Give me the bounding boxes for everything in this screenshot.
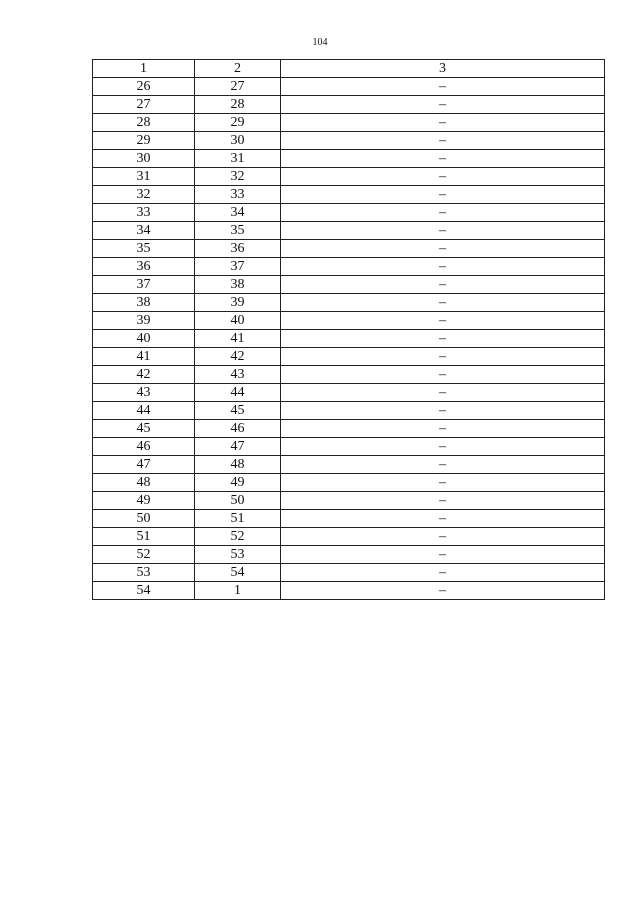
table-row xyxy=(93,258,605,276)
table-cell-col-2: 35 xyxy=(195,222,281,240)
table-cell-col-3: – xyxy=(281,312,605,330)
table-cell-col-3: – xyxy=(281,474,605,492)
table-cell-col-3: – xyxy=(281,438,605,456)
table-cell-col-3: – xyxy=(281,276,605,294)
table-row xyxy=(93,456,605,474)
table-cell-col-3: – xyxy=(281,456,605,474)
table-cell-col-2: 51 xyxy=(195,510,281,528)
column-header-2: 2 xyxy=(195,60,281,78)
table-row xyxy=(93,366,605,384)
table-cell-col-1: 54 xyxy=(93,582,195,600)
table-cell-col-1: 53 xyxy=(93,564,195,582)
column-header-3: 3 xyxy=(281,60,605,78)
table-cell-col-1: 26 xyxy=(93,78,195,96)
table-cell-col-1: 48 xyxy=(93,474,195,492)
table-row xyxy=(93,402,605,420)
table-body xyxy=(93,78,605,600)
table-cell-col-2: 37 xyxy=(195,258,281,276)
table-row xyxy=(93,474,605,492)
table-cell-col-1: 29 xyxy=(93,132,195,150)
table-row xyxy=(93,384,605,402)
table-cell-col-3: – xyxy=(281,402,605,420)
table-cell-col-1: 34 xyxy=(93,222,195,240)
table-row xyxy=(93,528,605,546)
table-cell-col-3: – xyxy=(281,114,605,132)
table-cell-col-1: 38 xyxy=(93,294,195,312)
table-cell-col-3: – xyxy=(281,366,605,384)
table-cell-col-1: 37 xyxy=(93,276,195,294)
table-row xyxy=(93,492,605,510)
table-cell-col-2: 41 xyxy=(195,330,281,348)
table-cell-col-1: 32 xyxy=(93,186,195,204)
table-cell-col-1: 46 xyxy=(93,438,195,456)
table-cell-col-2: 53 xyxy=(195,546,281,564)
table-cell-col-2: 33 xyxy=(195,186,281,204)
table-cell-col-1: 49 xyxy=(93,492,195,510)
table-cell-col-3: – xyxy=(281,168,605,186)
table-cell-col-1: 47 xyxy=(93,456,195,474)
table-cell-col-2: 29 xyxy=(195,114,281,132)
table-cell-col-1: 30 xyxy=(93,150,195,168)
table-cell-col-1: 33 xyxy=(93,204,195,222)
table-cell-col-1: 35 xyxy=(93,240,195,258)
table-cell-col-2: 43 xyxy=(195,366,281,384)
table-row xyxy=(93,96,605,114)
table-cell-col-3: – xyxy=(281,546,605,564)
table-cell-col-3: – xyxy=(281,582,605,600)
table-cell-col-3: – xyxy=(281,258,605,276)
table-cell-col-2: 46 xyxy=(195,420,281,438)
table-cell-col-3: – xyxy=(281,222,605,240)
table-cell-col-1: 45 xyxy=(93,420,195,438)
table-row xyxy=(93,438,605,456)
table-cell-col-2: 36 xyxy=(195,240,281,258)
table-row xyxy=(93,294,605,312)
table-row xyxy=(93,150,605,168)
table-cell-col-2: 31 xyxy=(195,150,281,168)
table-cell-col-3: – xyxy=(281,384,605,402)
table-cell-col-3: – xyxy=(281,492,605,510)
table-cell-col-2: 52 xyxy=(195,528,281,546)
table-cell-col-2: 42 xyxy=(195,348,281,366)
table-cell-col-3: – xyxy=(281,204,605,222)
table-cell-col-2: 45 xyxy=(195,402,281,420)
table-cell-col-3: – xyxy=(281,78,605,96)
table-cell-col-3: – xyxy=(281,150,605,168)
table-cell-col-3: – xyxy=(281,96,605,114)
table-row xyxy=(93,240,605,258)
table-cell-col-3: – xyxy=(281,528,605,546)
table-cell-col-3: – xyxy=(281,348,605,366)
table-cell-col-2: 28 xyxy=(195,96,281,114)
table-cell-col-3: – xyxy=(281,132,605,150)
table-cell-col-3: – xyxy=(281,240,605,258)
page-number: 104 xyxy=(312,37,328,48)
table-cell-col-3: – xyxy=(281,510,605,528)
table-row xyxy=(93,114,605,132)
table-cell-col-1: 40 xyxy=(93,330,195,348)
data-table xyxy=(92,59,605,600)
table-row xyxy=(93,564,605,582)
table-cell-col-1: 36 xyxy=(93,258,195,276)
table-row xyxy=(93,186,605,204)
table-row xyxy=(93,312,605,330)
table-cell-col-1: 44 xyxy=(93,402,195,420)
table-cell-col-1: 52 xyxy=(93,546,195,564)
table-row xyxy=(93,78,605,96)
table-cell-col-1: 31 xyxy=(93,168,195,186)
table-row xyxy=(93,510,605,528)
table-cell-col-2: 32 xyxy=(195,168,281,186)
table-cell-col-2: 48 xyxy=(195,456,281,474)
table-cell-col-1: 27 xyxy=(93,96,195,114)
table-cell-col-2: 47 xyxy=(195,438,281,456)
table-cell-col-1: 42 xyxy=(93,366,195,384)
table-cell-col-2: 40 xyxy=(195,312,281,330)
table-row xyxy=(93,546,605,564)
table-row xyxy=(93,582,605,600)
table-row xyxy=(93,276,605,294)
table-row xyxy=(93,168,605,186)
table-cell-col-3: – xyxy=(281,294,605,312)
table-cell-col-2: 39 xyxy=(195,294,281,312)
table-cell-col-1: 43 xyxy=(93,384,195,402)
table-row xyxy=(93,348,605,366)
table-cell-col-1: 39 xyxy=(93,312,195,330)
table-cell-col-3: – xyxy=(281,186,605,204)
table-cell-col-3: – xyxy=(281,420,605,438)
table-row xyxy=(93,222,605,240)
table-header-row xyxy=(93,60,605,78)
table-cell-col-2: 27 xyxy=(195,78,281,96)
table-cell-col-1: 41 xyxy=(93,348,195,366)
table-cell-col-2: 50 xyxy=(195,492,281,510)
table-cell-col-2: 44 xyxy=(195,384,281,402)
table-row xyxy=(93,204,605,222)
table-cell-col-2: 38 xyxy=(195,276,281,294)
table-cell-col-3: – xyxy=(281,330,605,348)
table-row xyxy=(93,420,605,438)
table-cell-col-2: 1 xyxy=(195,582,281,600)
table-cell-col-3: – xyxy=(281,564,605,582)
table-cell-col-1: 28 xyxy=(93,114,195,132)
table-row xyxy=(93,330,605,348)
table-cell-col-2: 30 xyxy=(195,132,281,150)
table-cell-col-1: 51 xyxy=(93,528,195,546)
table-cell-col-2: 49 xyxy=(195,474,281,492)
table-cell-col-2: 34 xyxy=(195,204,281,222)
table-cell-col-2: 54 xyxy=(195,564,281,582)
table-row xyxy=(93,132,605,150)
table-cell-col-1: 50 xyxy=(93,510,195,528)
column-header-1: 1 xyxy=(93,60,195,78)
